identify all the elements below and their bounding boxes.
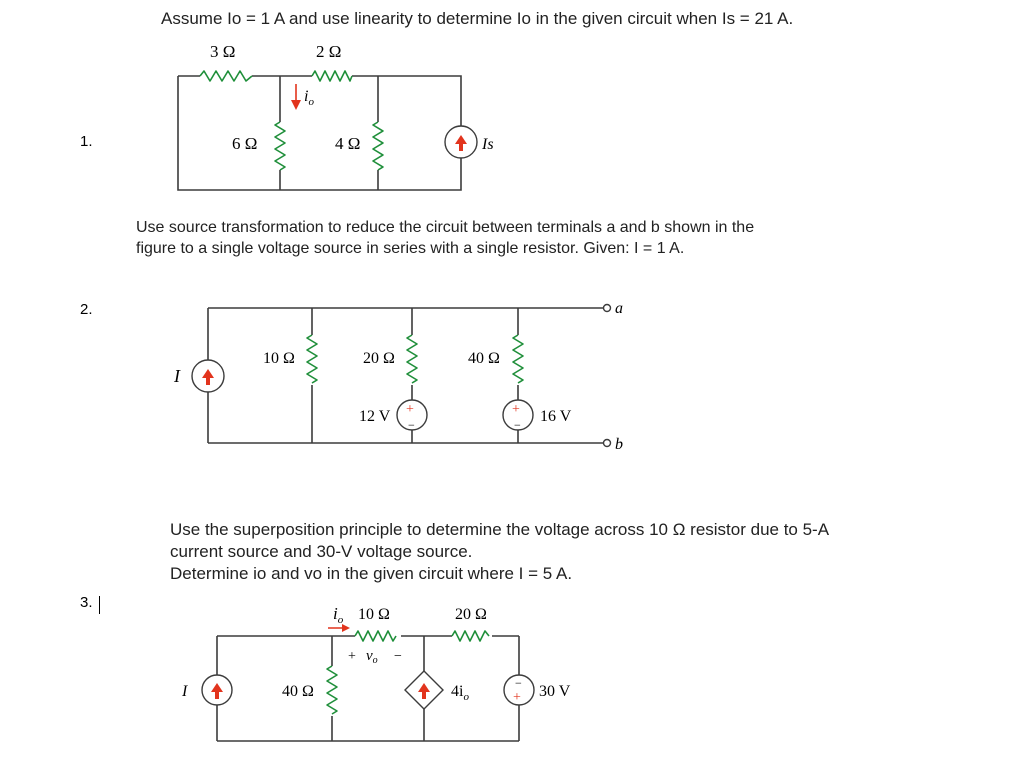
circuit-1-label-2ohm: 2 Ω xyxy=(316,42,342,61)
problem-3-question-line-2: current source and 30-V voltage source. xyxy=(170,542,473,561)
problem-2-question-line-1: Use source transformation to reduce the circuit between terminals a and b shown in the xyxy=(136,219,755,236)
circuit-2-label-10ohm: 10 Ω xyxy=(263,350,295,367)
circuit-3-label-10ohm: 10 Ω xyxy=(358,606,390,623)
problem-3-question-line-3: Determine io and vo in the given circuit where I = 5 A. xyxy=(170,564,573,583)
circuit-1-label-4ohm: 4 Ω xyxy=(335,134,361,153)
circuit-2-label-i: I xyxy=(174,366,180,386)
circuit-2-label-12v: 12 V xyxy=(359,408,391,425)
problem-2-number: 2. xyxy=(80,301,93,318)
circuit-2-label-a: a xyxy=(615,300,623,317)
circuit-1-label-io: $i_o$ xyxy=(304,88,314,108)
problem-3-number: 3. xyxy=(80,594,93,611)
problem-1-question-text: Assume Io = 1 A and use linearity to determine Io in the given circuit when Is = 21 A. xyxy=(161,9,794,28)
circuit-3-label-40ohm: 40 Ω xyxy=(282,683,314,700)
problem-2-question-line-2: figure to a single voltage source in series with a single resistor. Given: I = 1 A. xyxy=(136,240,685,257)
circuit-3-label-io: $i_o$ xyxy=(333,604,344,626)
problem-3-question-line-1: Use the superposition principle to determine the voltage across 10 Ω resistor due to 5-A xyxy=(170,520,830,539)
circuit-2-12v-minus: − xyxy=(408,418,415,432)
circuit-3-label-20ohm: 20 Ω xyxy=(455,606,487,623)
problem-1-number: 1. xyxy=(80,133,93,150)
circuit-3-label-vo-plus: + xyxy=(348,649,356,664)
circuit-1-label-is: Is xyxy=(482,136,494,153)
circuit-3-label-vo-minus: − xyxy=(394,649,402,664)
circuit-3-30v-minus: − xyxy=(515,676,522,690)
circuit-3-label-i: I xyxy=(182,683,188,700)
circuit-2-16v-plus: + xyxy=(512,402,520,417)
circuit-3-resistor-10ohm xyxy=(355,631,396,641)
circuit-2-label-40ohm: 40 Ω xyxy=(468,350,500,367)
circuit-2-label-b: b xyxy=(615,436,623,453)
circuit-1-label-6ohm: 6 Ω xyxy=(232,134,258,153)
circuit-3-resistor-20ohm xyxy=(452,631,489,641)
circuit-1-label-3ohm: 3 Ω xyxy=(210,42,236,61)
circuit-3-label-4io: $4i_o$ xyxy=(451,683,469,703)
circuit-2-label-16v: 16 V xyxy=(540,408,572,425)
circuit-3-label-30v: 30 V xyxy=(539,683,571,700)
circuit-3-label-vo: $v_o$ xyxy=(366,648,378,666)
circuit-2-12v-plus: + xyxy=(406,402,414,417)
circuit-2-label-20ohm: 20 Ω xyxy=(363,350,395,367)
circuit-3-30v-plus: + xyxy=(513,690,521,705)
circuit-3-resistor-40ohm xyxy=(327,666,337,714)
circuit-2-16v-minus: − xyxy=(514,418,521,432)
